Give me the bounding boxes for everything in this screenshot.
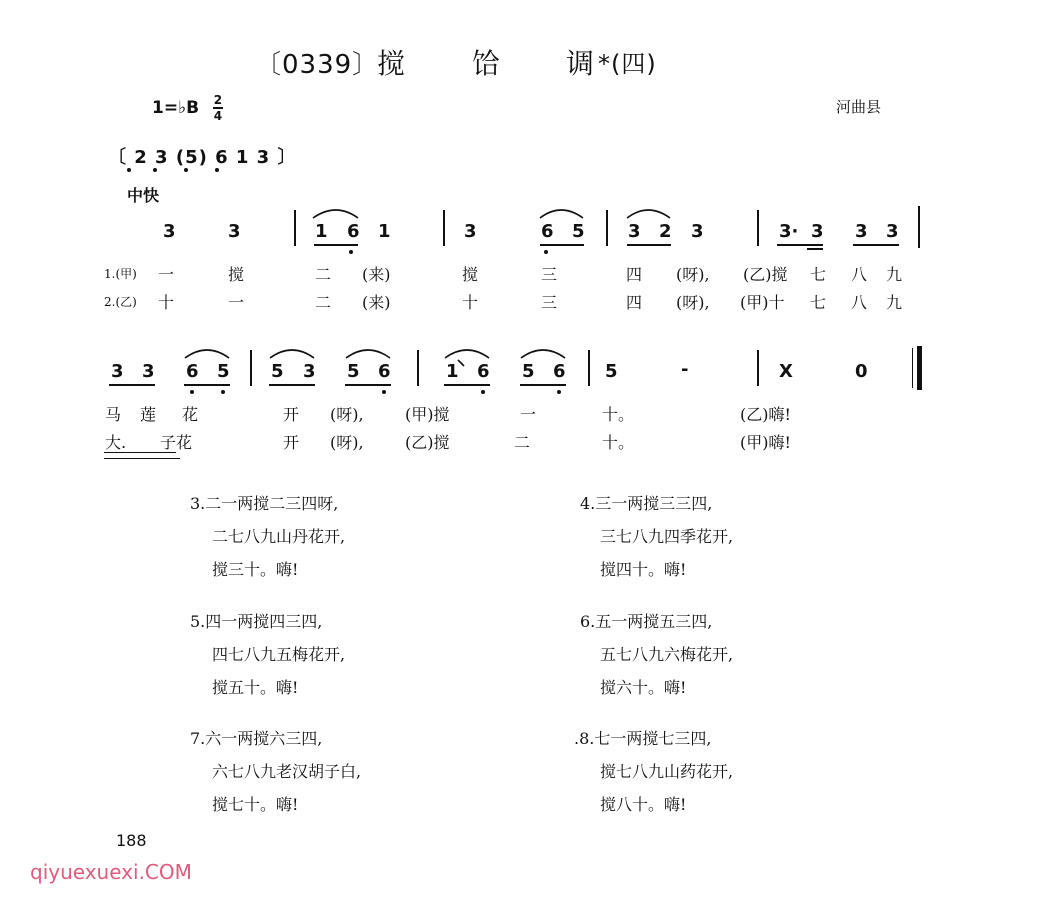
barline: [250, 350, 252, 386]
verse-line: 搅五十。嗨!: [212, 678, 299, 697]
note: 3: [628, 221, 641, 242]
lyric: 八: [851, 293, 868, 312]
verse-label: 2.(乙): [104, 295, 137, 309]
note: 5: [605, 361, 618, 382]
barline: [918, 206, 920, 248]
note: 3: [691, 221, 704, 242]
lyric: (甲)搅: [405, 405, 450, 424]
beam: [184, 384, 230, 386]
octave-dot: [557, 390, 561, 394]
lyric: 一: [228, 293, 245, 312]
lyric: 莲: [140, 405, 157, 424]
time-signature: [213, 94, 223, 122]
octave-dot: [190, 390, 194, 394]
lyric: 七: [810, 293, 827, 312]
lyric: 开: [283, 433, 300, 452]
verse-line: 四七八九五梅花开,: [212, 645, 346, 664]
time-bottom: 4: [213, 109, 223, 123]
slurs-line1: [0, 198, 1064, 258]
note: 3: [228, 221, 241, 242]
lyric: 三: [541, 293, 558, 312]
beam: [444, 384, 490, 386]
note: 6: [553, 361, 566, 382]
verse-line: 搅三十。嗨!: [212, 560, 299, 579]
lyric: 七: [810, 265, 827, 284]
title-char-3: 调: [566, 47, 596, 80]
note: 6: [541, 221, 554, 242]
intro-notation: 〔 2 3 (5) 6 1 3 〕: [108, 147, 297, 168]
note: 3: [303, 361, 316, 382]
final-barline-thick: [917, 346, 922, 390]
song-number: 〔0339〕: [255, 50, 380, 80]
lyric: (来): [362, 265, 391, 284]
final-barline-thin: [912, 348, 913, 388]
note: 2: [659, 221, 672, 242]
note: 3: [811, 221, 824, 242]
note: 3: [855, 221, 868, 242]
lyric: (呀),: [330, 405, 364, 424]
key-text: 1=♭B: [152, 98, 200, 118]
verse-line: 5.四一两搅四三四,: [190, 612, 323, 631]
verse-line: 三七八九四季花开,: [600, 527, 734, 546]
note: 6: [186, 361, 199, 382]
lyric: 二: [514, 433, 531, 452]
verse-line: 六七八九老汉胡子白,: [212, 762, 362, 781]
octave-dot: [382, 390, 386, 394]
note: 1: [378, 221, 391, 242]
region-label: 河曲县: [836, 98, 882, 116]
verse-block: [190, 487, 345, 586]
tempo-marking: 中快: [127, 186, 160, 205]
verse-line: 搅八十。嗨!: [600, 795, 687, 814]
verse-line: 二七八九山丹花开,: [212, 527, 346, 546]
lyric: 花: [182, 405, 199, 424]
verse-line: 搅四十。嗨!: [600, 560, 687, 579]
octave-dot: [349, 250, 353, 254]
note: 5: [522, 361, 535, 382]
verse-line: 五七八九六梅花开,: [600, 645, 734, 664]
lyric: (呀),: [330, 433, 364, 452]
lyric: (甲)嗨!: [740, 433, 791, 452]
octave-dot: [544, 250, 548, 254]
beam: [853, 244, 899, 246]
beam: [269, 384, 315, 386]
verse-line: 3.二一两搅二三四呀,: [190, 494, 339, 513]
note: 5: [572, 221, 585, 242]
verse-block: [574, 722, 733, 821]
note: 3: [886, 221, 899, 242]
octave-dot: [481, 390, 485, 394]
lyric: 九: [886, 293, 903, 312]
lyric-row: [104, 263, 137, 282]
note: 1: [315, 221, 328, 242]
title-suffix: *(四): [598, 50, 657, 78]
lyric: 开: [283, 405, 300, 424]
lyric: 九: [886, 265, 903, 284]
verse-block: [580, 605, 733, 704]
verse-block: [190, 722, 361, 821]
lyric: (乙)嗨!: [740, 405, 791, 424]
verse-block: [190, 605, 345, 704]
time-top: 2: [213, 93, 223, 107]
verse-block: [580, 487, 733, 586]
barline: [757, 350, 759, 386]
note: 3: [142, 361, 155, 382]
note: 5: [347, 361, 360, 382]
barline: [417, 350, 419, 386]
key-signature: [152, 94, 223, 122]
barline: [588, 350, 590, 386]
lyric: (来): [362, 293, 391, 312]
lyric: 一: [158, 265, 175, 284]
lyric: 二: [315, 265, 332, 284]
note: 6: [477, 361, 490, 382]
title-char-1: 搅: [377, 47, 407, 80]
barline: [294, 210, 296, 246]
lyric: 四: [626, 265, 643, 284]
barline: [443, 210, 445, 246]
verse-label: 1.(甲): [104, 267, 137, 281]
lyric: (呀),: [676, 293, 710, 312]
note: 1: [446, 361, 459, 382]
note: 3: [163, 221, 176, 242]
underline: [104, 458, 180, 459]
note: 6: [347, 221, 360, 242]
note: 3: [111, 361, 124, 382]
lyric: (呀),: [676, 265, 710, 284]
beam: [345, 384, 391, 386]
lyric: 十: [462, 293, 479, 312]
lyric: 子花: [160, 433, 193, 452]
title-char-2: 饸: [472, 47, 502, 80]
barline: [757, 210, 759, 246]
lyric: 搅: [228, 265, 245, 284]
verse-line: 搅七十。嗨!: [212, 795, 299, 814]
lyric: 搅: [462, 265, 479, 284]
verse-line: 6.五一两搅五三四,: [580, 612, 713, 631]
lyric: 十。: [602, 433, 635, 452]
lyric: 马: [105, 405, 122, 424]
beam: [540, 244, 584, 246]
lyric: (乙)搅: [743, 265, 788, 284]
intro-dot: [184, 168, 188, 172]
underline: [104, 452, 176, 453]
note: 3: [464, 221, 477, 242]
octave-dot: [221, 390, 225, 394]
lyric: 十: [158, 293, 175, 312]
beam: [807, 248, 823, 250]
note: X: [779, 361, 793, 382]
beam: [520, 384, 566, 386]
beam: [109, 384, 155, 386]
barline: [606, 210, 608, 246]
beam: [314, 244, 358, 246]
lyric: (乙)搅: [405, 433, 450, 452]
intro-dot: [215, 168, 219, 172]
lyric: 一: [520, 405, 537, 424]
intro-dot: [153, 168, 157, 172]
note: -: [681, 359, 689, 380]
note: 0: [855, 361, 868, 382]
intro-dot: [127, 168, 131, 172]
page-title: [255, 44, 379, 81]
note: 5: [271, 361, 284, 382]
lyric: 二: [315, 293, 332, 312]
note: 5: [217, 361, 230, 382]
lyric: 大.: [105, 433, 127, 452]
lyric: (甲)十: [740, 293, 785, 312]
note: 6: [378, 361, 391, 382]
lyric: 三: [541, 265, 558, 284]
verse-line: 搅六十。嗨!: [600, 678, 687, 697]
verse-line: 搅七八九山药花开,: [600, 762, 734, 781]
verse-line: 7.六一两搅六三四,: [190, 729, 323, 748]
beam: [627, 244, 671, 246]
lyric: 八: [851, 265, 868, 284]
verse-line: .8.七一两搅七三四,: [574, 729, 712, 748]
note: 3·: [779, 221, 799, 242]
watermark: qiyuexuexi.COM: [30, 860, 192, 884]
verse-line: 4.三一两搅三三四,: [580, 494, 713, 513]
lyric-row: [104, 291, 137, 310]
beam: [777, 244, 823, 246]
lyric: 十。: [602, 405, 635, 424]
lyric: 四: [626, 293, 643, 312]
page-number: 188: [116, 831, 147, 850]
